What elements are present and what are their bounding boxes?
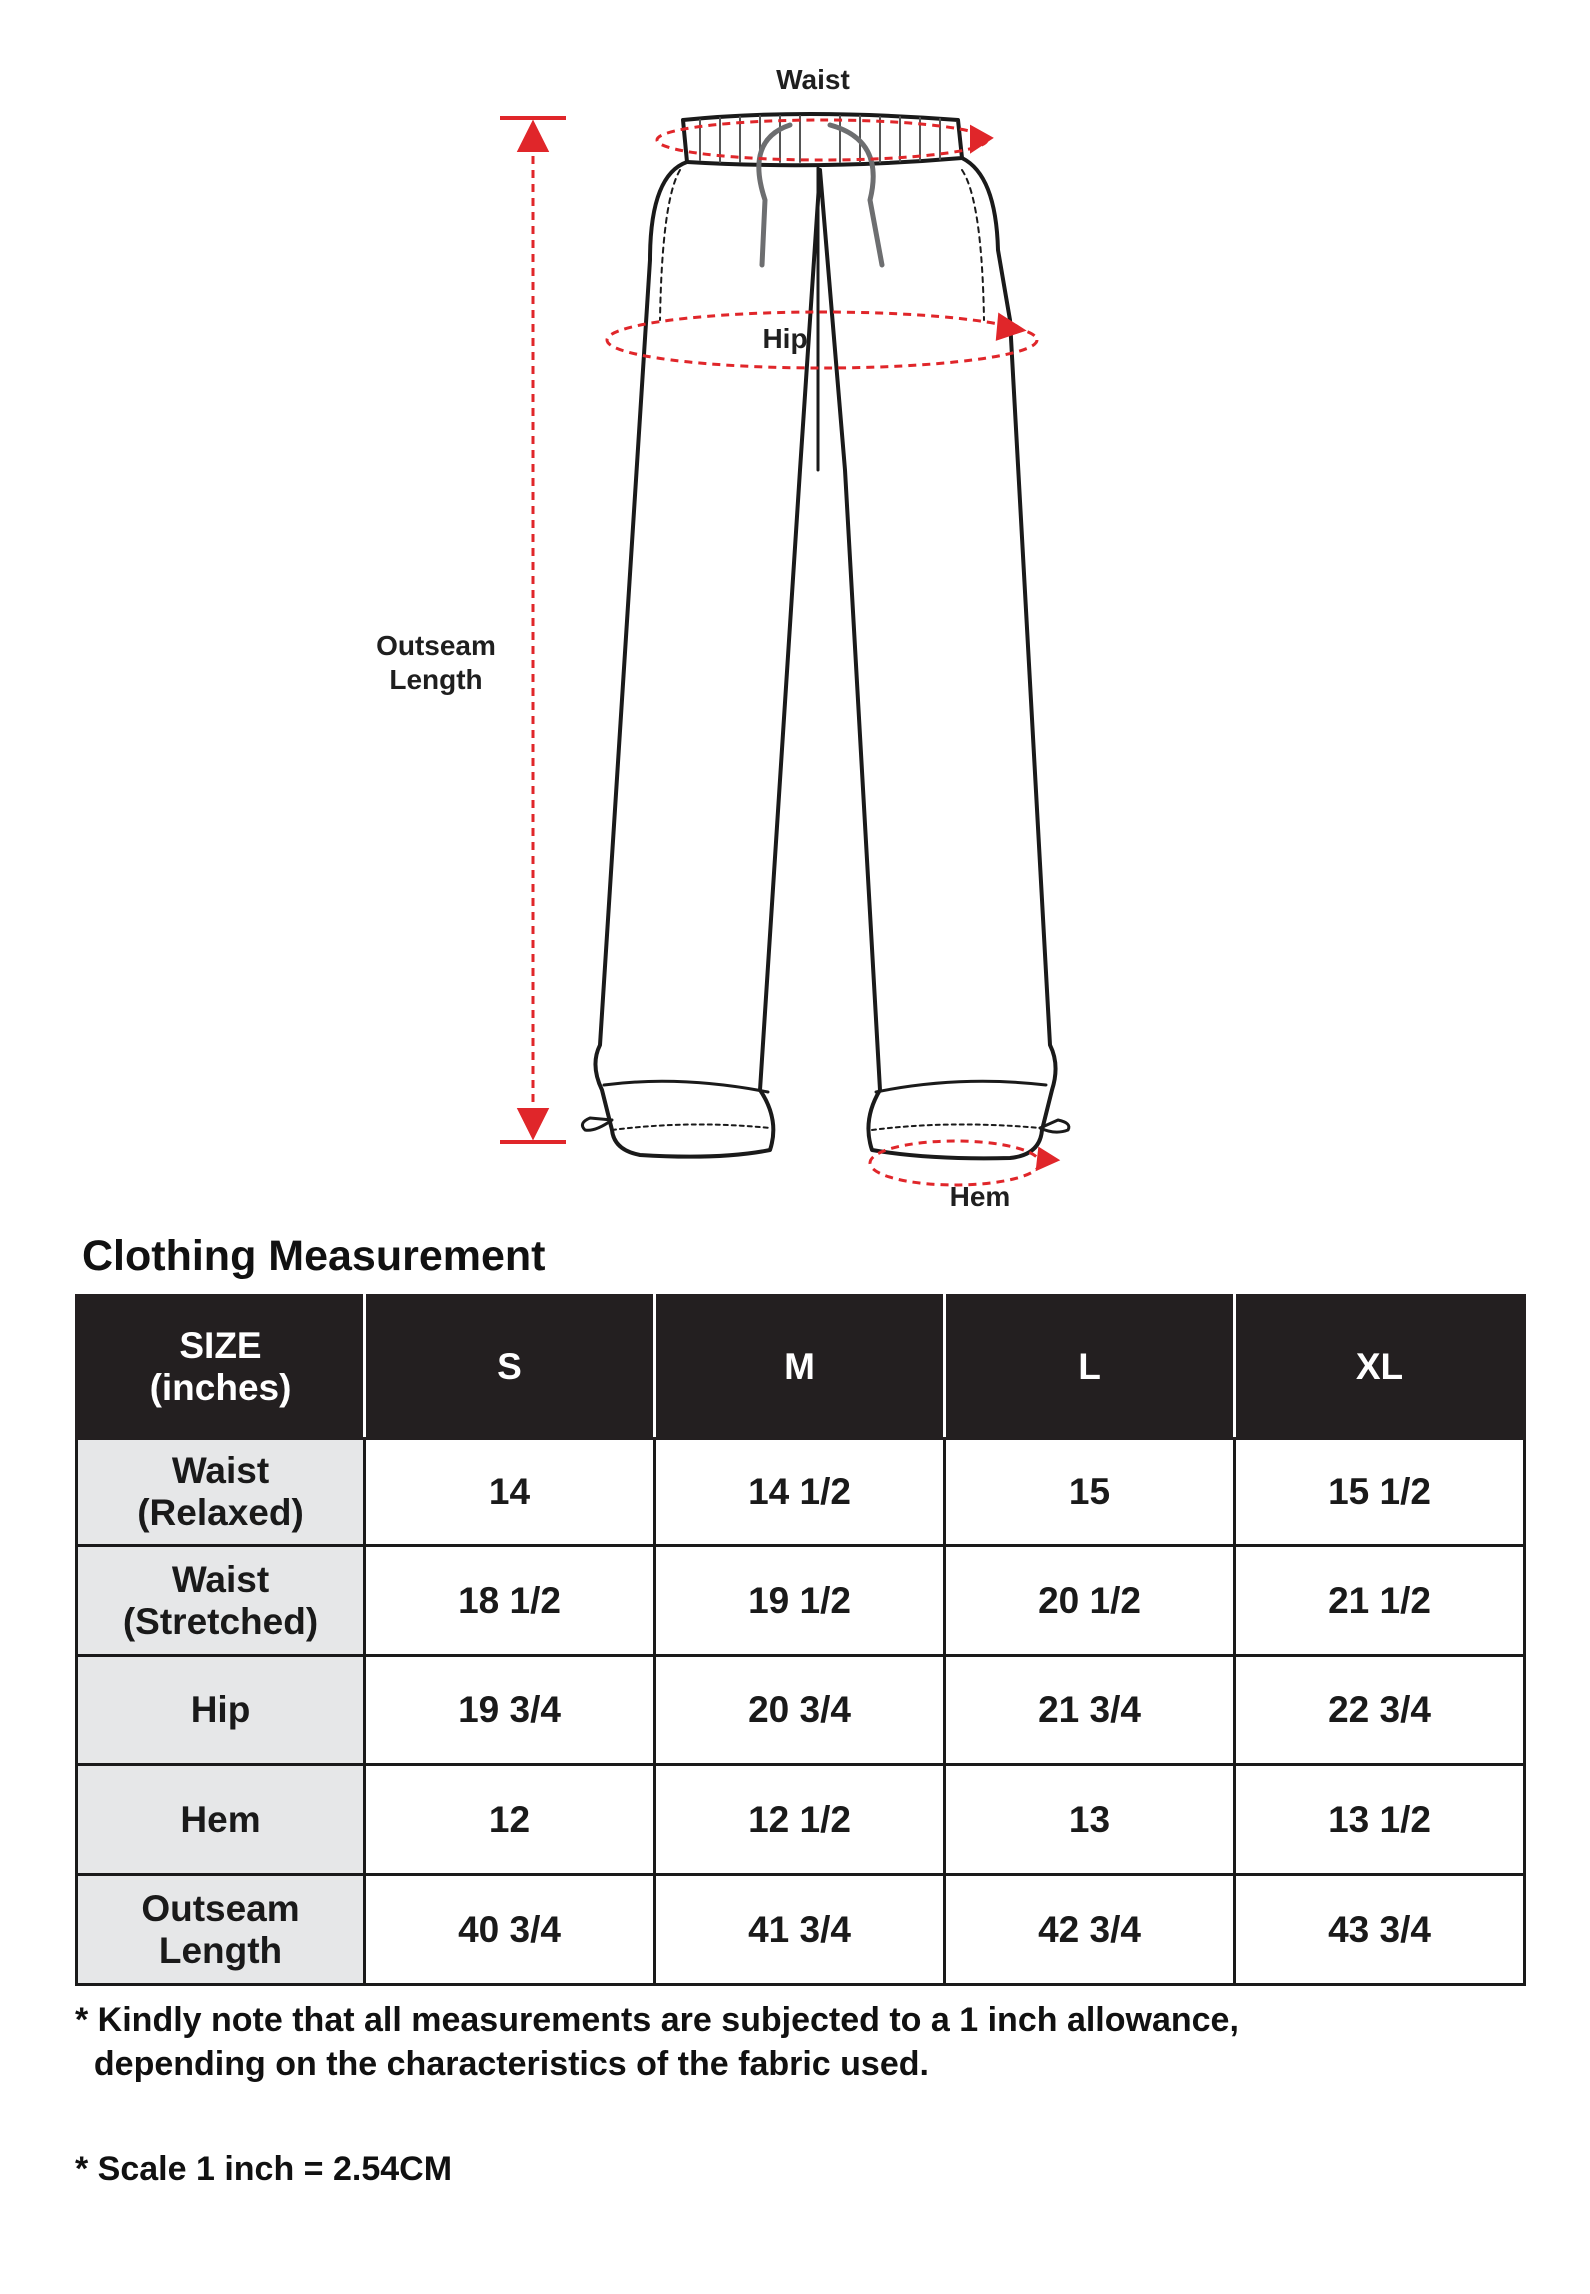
table-row — [77, 1656, 1525, 1765]
hem-measure-ring — [870, 1141, 1040, 1185]
table-row — [77, 1439, 1525, 1546]
size-col-l: L — [945, 1296, 1235, 1439]
table-cell: 43 3/4 — [1235, 1875, 1525, 1985]
row-label-line1: Waist — [171, 1450, 270, 1491]
waist-label: Waist — [776, 64, 850, 95]
allowance-note-line1: * Kindly note that all measurements are subjected to a 1 inch allowance, — [75, 2001, 1239, 2039]
row-label-line1: Waist — [171, 1558, 270, 1600]
hem-label: Hem — [949, 1181, 1011, 1212]
size-col-m: M — [655, 1296, 945, 1439]
row-label-line2: (Relaxed) — [137, 1492, 304, 1533]
row-label-line2: (Stretched) — [122, 1600, 319, 1642]
table-cell: 19 1/2 — [655, 1546, 945, 1656]
waist-measure-ring — [657, 120, 987, 160]
allowance-note-line2: depending on the characteristics of the fabric used. — [75, 2045, 929, 2083]
table-cell: 12 1/2 — [655, 1765, 945, 1875]
pants-outline — [595, 158, 1055, 1158]
size-col-s: S — [365, 1296, 655, 1439]
size-header-line1: SIZE — [179, 1325, 262, 1366]
size-header-cell — [77, 1296, 365, 1439]
table-cell: 13 1/2 — [1235, 1765, 1525, 1875]
row-label-waist-relaxed — [77, 1439, 365, 1546]
outseam-label — [366, 629, 506, 697]
table-cell: 15 — [945, 1439, 1235, 1546]
table-cell: 21 3/4 — [945, 1656, 1235, 1765]
table-cell: 40 3/4 — [365, 1875, 655, 1985]
outseam-label-line1: Outseam — [376, 630, 496, 661]
table-cell: 12 — [365, 1765, 655, 1875]
row-label-waist-stretched — [77, 1546, 365, 1656]
allowance-note — [75, 1998, 1239, 2086]
row-label-line1: Outseam — [141, 1887, 300, 1929]
table-cell: 14 — [365, 1439, 655, 1546]
size-chart-table — [75, 1294, 1526, 1986]
outseam-label-line2: Length — [389, 664, 483, 695]
table-row — [77, 1875, 1525, 1985]
row-label-line2: Length — [158, 1929, 283, 1971]
row-label-hem: Hem — [77, 1765, 365, 1875]
table-row — [77, 1546, 1525, 1656]
table-cell: 20 1/2 — [945, 1546, 1235, 1656]
table-cell: 22 3/4 — [1235, 1656, 1525, 1765]
table-cell: 20 3/4 — [655, 1656, 945, 1765]
table-cell: 42 3/4 — [945, 1875, 1235, 1985]
table-row — [77, 1765, 1525, 1875]
table-cell: 13 — [945, 1765, 1235, 1875]
size-col-xl: XL — [1235, 1296, 1525, 1439]
scale-note: * Scale 1 inch = 2.54CM — [75, 2150, 453, 2188]
table-cell: 15 1/2 — [1235, 1439, 1525, 1546]
table-cell: 41 3/4 — [655, 1875, 945, 1985]
row-label-outseam-length — [77, 1875, 365, 1985]
table-cell: 18 1/2 — [365, 1546, 655, 1656]
table-header-row — [77, 1296, 1525, 1439]
table-cell: 14 1/2 — [655, 1439, 945, 1546]
table-cell: 21 1/2 — [1235, 1546, 1525, 1656]
row-label-hip: Hip — [77, 1656, 365, 1765]
hip-label: Hip — [762, 323, 808, 354]
table-cell: 19 3/4 — [365, 1656, 655, 1765]
size-header-line2: (inches) — [149, 1367, 292, 1408]
section-title: Clothing Measurement — [82, 1232, 546, 1280]
